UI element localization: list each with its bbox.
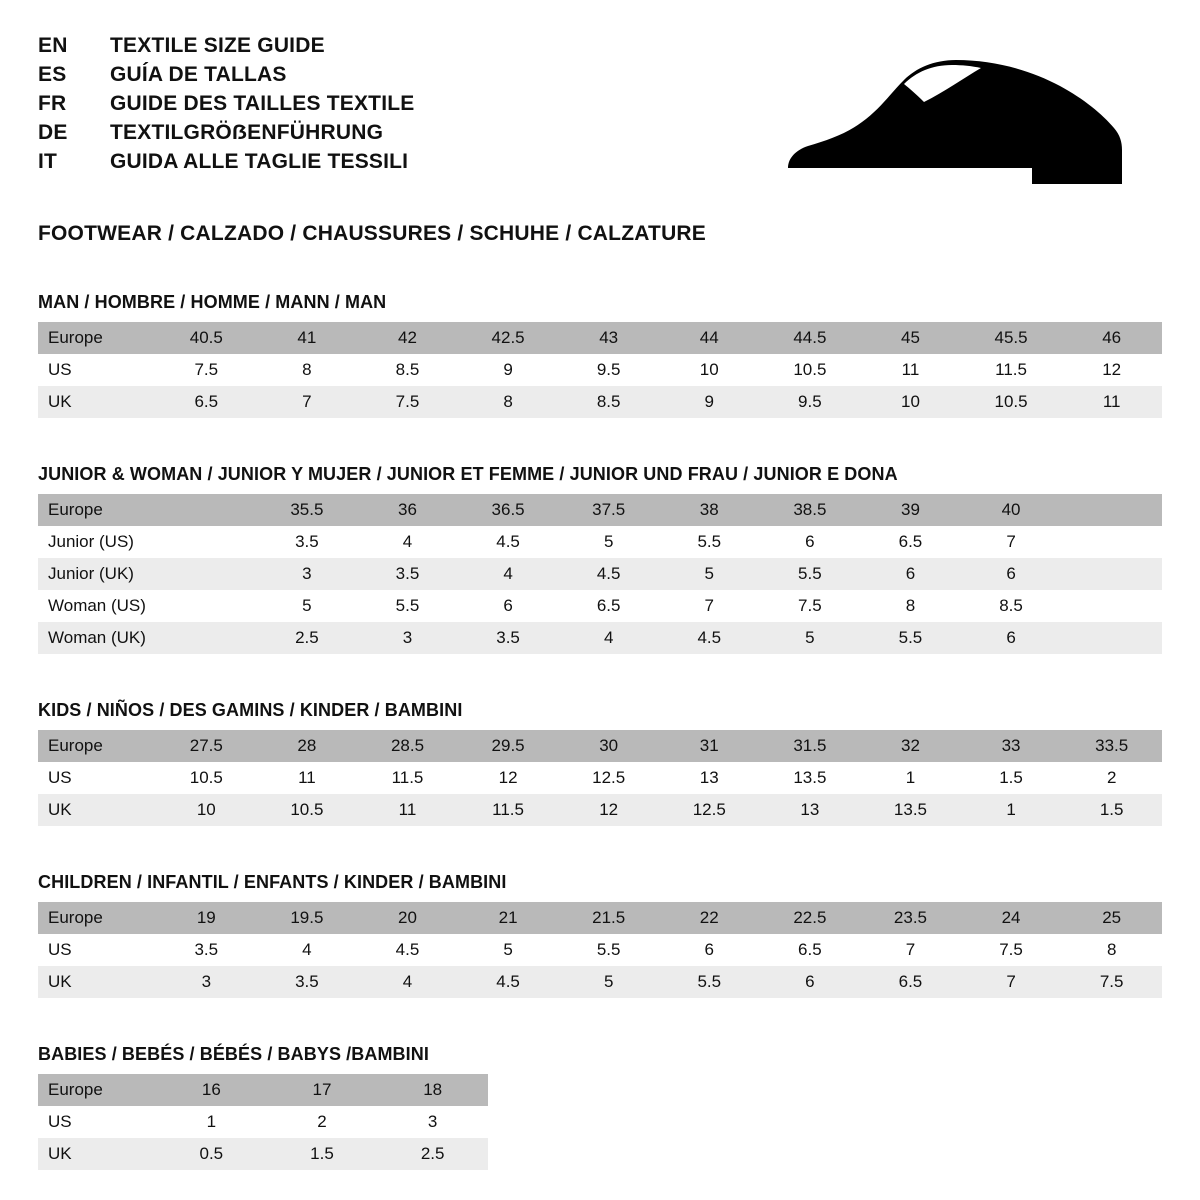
language-title: GUIDA ALLE TAGLIE TESSILI (110, 150, 409, 173)
row-label: UK (38, 386, 156, 418)
cell: 12.5 (558, 762, 659, 794)
row-label: Junior (UK) (38, 558, 156, 590)
cell: 7 (257, 386, 358, 418)
cell (156, 622, 257, 654)
table-row (38, 762, 1162, 794)
cell: 41 (257, 322, 358, 354)
cell: 6.5 (860, 966, 961, 998)
table-row (38, 794, 1162, 826)
cell (156, 558, 257, 590)
cell: 12 (458, 762, 559, 794)
cell: 1.5 (267, 1138, 378, 1170)
row-label: UK (38, 794, 156, 826)
cell: 33 (961, 730, 1062, 762)
cell: 21 (458, 902, 559, 934)
section-kids (38, 700, 1162, 826)
cell: 5.5 (558, 934, 659, 966)
cell: 11.5 (961, 354, 1062, 386)
cell: 13 (760, 794, 861, 826)
section-babies (38, 1044, 1162, 1170)
cell: 9.5 (760, 386, 861, 418)
cell: 18 (377, 1074, 488, 1106)
cell (1061, 494, 1162, 526)
cell: 33.5 (1061, 730, 1162, 762)
row-label: Europe (38, 730, 156, 762)
cell: 32 (860, 730, 961, 762)
cell: 22.5 (760, 902, 861, 934)
header (38, 34, 1162, 188)
cell: 4 (357, 966, 458, 998)
cell: 5 (558, 966, 659, 998)
cell: 40 (961, 494, 1062, 526)
cell: 20 (357, 902, 458, 934)
row-label: Europe (38, 1074, 156, 1106)
cell: 5 (558, 526, 659, 558)
cell: 10.5 (961, 386, 1062, 418)
cell: 12 (1061, 354, 1162, 386)
row-label: US (38, 934, 156, 966)
table-row (38, 526, 1162, 558)
cell: 13.5 (860, 794, 961, 826)
cell: 1 (961, 794, 1062, 826)
cell: 19.5 (257, 902, 358, 934)
cell: 22 (659, 902, 760, 934)
cell: 6.5 (156, 386, 257, 418)
cell: 8.5 (357, 354, 458, 386)
cell: 27.5 (156, 730, 257, 762)
cell: 6.5 (558, 590, 659, 622)
cell: 29.5 (458, 730, 559, 762)
cell: 7.5 (357, 386, 458, 418)
cell: 10 (156, 794, 257, 826)
cell: 10 (659, 354, 760, 386)
cell: 45.5 (961, 322, 1062, 354)
cell: 24 (961, 902, 1062, 934)
cell: 5.5 (659, 526, 760, 558)
cell: 10.5 (760, 354, 861, 386)
cell: 3.5 (257, 526, 358, 558)
section-children (38, 872, 1162, 998)
cell: 4.5 (558, 558, 659, 590)
cell: 3 (257, 558, 358, 590)
table-row (38, 622, 1162, 654)
cell: 31.5 (760, 730, 861, 762)
row-label: Woman (UK) (38, 622, 156, 654)
language-code: EN (38, 34, 68, 57)
cell: 6 (760, 966, 861, 998)
cell: 46 (1061, 322, 1162, 354)
language-code: DE (38, 121, 68, 144)
section-junior-woman (38, 464, 1162, 654)
row-label: Europe (38, 322, 156, 354)
language-title: TEXTILE SIZE GUIDE (110, 34, 325, 57)
cell: 7 (860, 934, 961, 966)
category-title: FOOTWEAR / CALZADO / CHAUSSURES / SCHUHE / CALZATURE (38, 222, 707, 245)
cell: 38.5 (760, 494, 861, 526)
cell: 8 (1061, 934, 1162, 966)
table-row (38, 966, 1162, 998)
size-table-kids (38, 730, 1162, 826)
table-row (38, 494, 1162, 526)
cell: 6.5 (760, 934, 861, 966)
cell: 6.5 (860, 526, 961, 558)
cell: 35.5 (257, 494, 358, 526)
size-table-man (38, 322, 1162, 418)
language-code: FR (38, 92, 67, 115)
cell: 5.5 (357, 590, 458, 622)
row-label: Woman (US) (38, 590, 156, 622)
cell: 10 (860, 386, 961, 418)
table-row (38, 322, 1162, 354)
section-title: CHILDREN / INFANTIL / ENFANTS / KINDER / BAMBINI (38, 872, 507, 892)
cell: 23.5 (860, 902, 961, 934)
cell: 10.5 (257, 794, 358, 826)
cell: 12.5 (659, 794, 760, 826)
table-row (38, 386, 1162, 418)
cell: 10.5 (156, 762, 257, 794)
table-row (38, 558, 1162, 590)
cell: 5 (659, 558, 760, 590)
cell: 3 (377, 1106, 488, 1138)
cell: 9 (659, 386, 760, 418)
cell: 3.5 (257, 966, 358, 998)
cell: 25 (1061, 902, 1162, 934)
cell: 6 (961, 558, 1062, 590)
cell: 11 (257, 762, 358, 794)
cell: 13.5 (760, 762, 861, 794)
cell: 17 (267, 1074, 378, 1106)
cell: 11.5 (357, 762, 458, 794)
cell: 5 (760, 622, 861, 654)
cell: 4 (357, 526, 458, 558)
section-title: JUNIOR & WOMAN / JUNIOR Y MUJER / JUNIOR ET FEMME / JUNIOR UND FRAU / JUNIOR E DONA (38, 464, 898, 484)
cell: 16 (156, 1074, 267, 1106)
cell: 30 (558, 730, 659, 762)
cell: 44.5 (760, 322, 861, 354)
cell: 11 (860, 354, 961, 386)
language-row (38, 63, 414, 87)
cell: 4.5 (458, 966, 559, 998)
language-row (38, 92, 414, 116)
dress-shoe-icon (774, 34, 1162, 188)
cell: 9 (458, 354, 559, 386)
cell: 31 (659, 730, 760, 762)
cell: 45 (860, 322, 961, 354)
row-label: Europe (38, 494, 156, 526)
section-man (38, 292, 1162, 418)
cell: 3.5 (357, 558, 458, 590)
cell: 4 (558, 622, 659, 654)
section-title: BABIES / BEBÉS / BÉBÉS / BABYS /BAMBINI (38, 1044, 429, 1064)
cell: 37.5 (558, 494, 659, 526)
row-label: UK (38, 966, 156, 998)
cell: 9.5 (558, 354, 659, 386)
language-code: ES (38, 63, 67, 86)
table-row (38, 590, 1162, 622)
cell: 6 (961, 622, 1062, 654)
cell: 38 (659, 494, 760, 526)
language-title-list (38, 34, 414, 179)
cell: 44 (659, 322, 760, 354)
cell: 4.5 (458, 526, 559, 558)
language-row (38, 121, 414, 145)
table-row (38, 1106, 488, 1138)
section-title: KIDS / NIÑOS / DES GAMINS / KINDER / BAMBINI (38, 700, 463, 720)
table-row (38, 902, 1162, 934)
cell: 36.5 (458, 494, 559, 526)
cell: 4.5 (659, 622, 760, 654)
cell: 8 (257, 354, 358, 386)
cell: 4 (257, 934, 358, 966)
table-row (38, 730, 1162, 762)
cell: 3 (357, 622, 458, 654)
row-label: US (38, 762, 156, 794)
cell: 7.5 (156, 354, 257, 386)
section-title: MAN / HOMBRE / HOMME / MANN / MAN (38, 292, 387, 312)
cell: 42.5 (458, 322, 559, 354)
cell: 4 (458, 558, 559, 590)
cell: 2 (1061, 762, 1162, 794)
cell: 8.5 (961, 590, 1062, 622)
cell: 7 (961, 526, 1062, 558)
row-label: UK (38, 1138, 156, 1170)
language-title: GUIDE DES TAILLES TEXTILE (110, 92, 415, 115)
cell: 7 (659, 590, 760, 622)
table-row (38, 354, 1162, 386)
cell: 40.5 (156, 322, 257, 354)
cell: 6 (659, 934, 760, 966)
row-label: Europe (38, 902, 156, 934)
cell: 6 (458, 590, 559, 622)
cell: 42 (357, 322, 458, 354)
language-title: TEXTILGRÖẞENFÜHRUNG (110, 121, 384, 144)
cell: 7.5 (961, 934, 1062, 966)
cell: 11 (357, 794, 458, 826)
cell: 3.5 (156, 934, 257, 966)
cell: 5 (257, 590, 358, 622)
language-code: IT (38, 150, 58, 173)
cell: 28.5 (357, 730, 458, 762)
row-label: US (38, 354, 156, 386)
row-label: Junior (US) (38, 526, 156, 558)
cell: 36 (357, 494, 458, 526)
cell: 1.5 (1061, 794, 1162, 826)
cell: 1.5 (961, 762, 1062, 794)
cell: 3 (156, 966, 257, 998)
cell: 11 (1061, 386, 1162, 418)
cell: 12 (558, 794, 659, 826)
cell: 7 (961, 966, 1062, 998)
cell: 3.5 (458, 622, 559, 654)
language-row (38, 150, 414, 174)
cell (156, 526, 257, 558)
cell: 11.5 (458, 794, 559, 826)
cell: 2 (267, 1106, 378, 1138)
cell: 7.5 (1061, 966, 1162, 998)
cell (1061, 622, 1162, 654)
cell: 2.5 (257, 622, 358, 654)
cell (156, 494, 257, 526)
cell: 39 (860, 494, 961, 526)
cell (156, 590, 257, 622)
cell: 6 (760, 526, 861, 558)
language-row (38, 34, 414, 58)
size-table-junior-woman (38, 494, 1162, 654)
size-table-babies (38, 1074, 488, 1170)
cell: 5.5 (760, 558, 861, 590)
cell: 1 (156, 1106, 267, 1138)
cell (1061, 558, 1162, 590)
cell: 4.5 (357, 934, 458, 966)
cell: 6 (860, 558, 961, 590)
cell: 5 (458, 934, 559, 966)
row-label: US (38, 1106, 156, 1138)
cell: 5.5 (659, 966, 760, 998)
table-row (38, 1138, 488, 1170)
cell: 21.5 (558, 902, 659, 934)
cell: 8 (860, 590, 961, 622)
cell: 2.5 (377, 1138, 488, 1170)
cell: 13 (659, 762, 760, 794)
size-table-children (38, 902, 1162, 998)
cell: 8 (458, 386, 559, 418)
cell: 19 (156, 902, 257, 934)
cell: 0.5 (156, 1138, 267, 1170)
cell: 5.5 (860, 622, 961, 654)
cell (1061, 590, 1162, 622)
table-row (38, 934, 1162, 966)
cell: 1 (860, 762, 961, 794)
language-title: GUÍA DE TALLAS (110, 63, 287, 86)
cell: 28 (257, 730, 358, 762)
cell: 43 (558, 322, 659, 354)
cell (1061, 526, 1162, 558)
table-row (38, 1074, 488, 1106)
cell: 7.5 (760, 590, 861, 622)
cell: 8.5 (558, 386, 659, 418)
